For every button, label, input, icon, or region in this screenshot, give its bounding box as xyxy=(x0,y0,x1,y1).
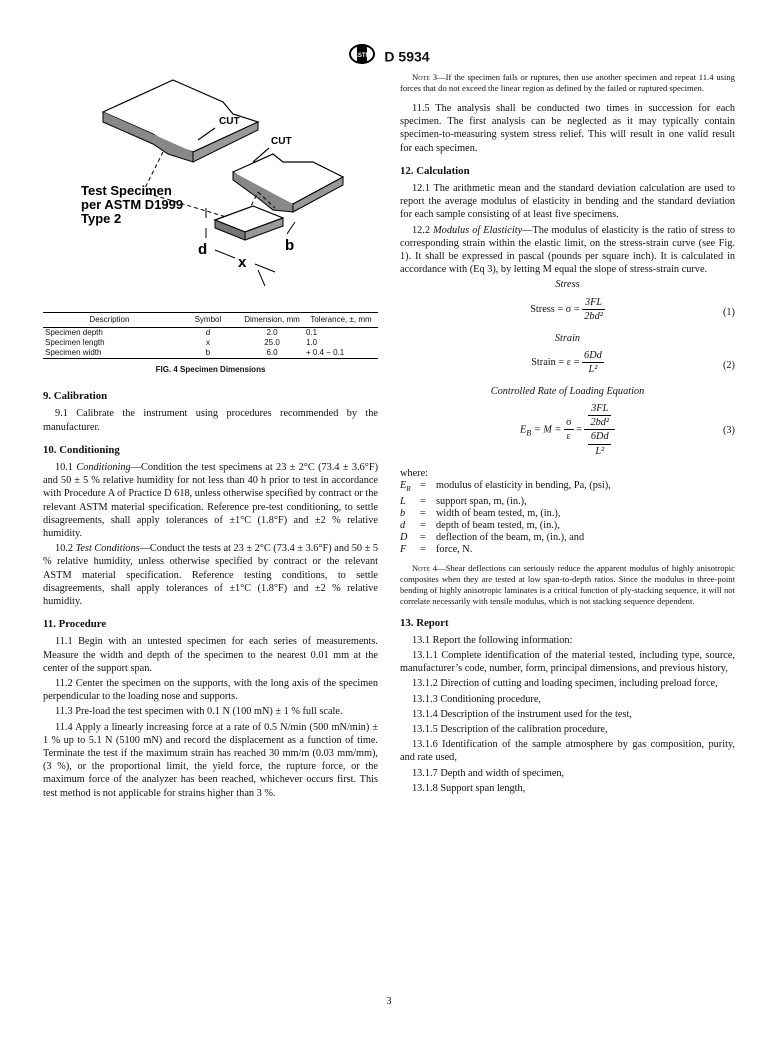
section-heading: 13. Report xyxy=(400,616,449,629)
paragraph: 11.2 Center the specimen on the supports, with the long axis of the specimen perpendicular to the loading nose and supports. xyxy=(43,678,378,703)
equation-heading: Stress xyxy=(555,279,580,291)
inner-fraction xyxy=(586,430,613,457)
where-definition: force, N. xyxy=(436,544,473,556)
specimen-label-2: per ASTM D1999 xyxy=(81,197,184,212)
where-definition: support span, m, (in.), xyxy=(436,495,527,507)
note-4 xyxy=(400,563,735,607)
astm-logo-icon xyxy=(348,43,376,70)
section-heading: 10. Conditioning xyxy=(43,443,120,456)
where-definition: depth of beam tested, m, (in.), xyxy=(436,519,560,531)
paragraph: 11.1 Begin with an untested specimen for each series of measurements. Measure the width and depth of the specimen to the nearest 0.01 mm at the center of the support span. xyxy=(43,636,378,674)
where-item: D = deflection of the beam, m, (in.), and xyxy=(400,532,585,544)
equation-lhs-subscript: B xyxy=(526,428,532,438)
paragraph: 13.1.1 Complete identification of the material tested, including type, source, manufacturer’s code, number, form, principal dimensions, and previous history, xyxy=(400,649,735,675)
section-heading: 12. Calculation xyxy=(400,164,470,177)
where-symbol: d xyxy=(400,519,406,531)
where-item: L = support span, m, (in.), xyxy=(400,495,527,507)
numerator: σ xyxy=(564,416,574,430)
where-item: d = depth of beam tested, m, (in.), xyxy=(400,519,560,531)
paragraph: 13.1.2 Direction of cutting and loading specimen, including preload force, xyxy=(412,678,718,690)
compound-fraction xyxy=(584,402,615,458)
table-header: Symbol xyxy=(176,313,240,328)
denominator: L² xyxy=(595,445,605,457)
sigma-epsilon-fraction xyxy=(564,416,574,443)
where-item: F = force, N. xyxy=(400,544,473,556)
equation-heading: Strain xyxy=(554,332,581,344)
paragraph-number: 12.2 xyxy=(412,224,434,236)
table-cell: x xyxy=(205,338,210,347)
table-cell: b xyxy=(176,348,240,359)
specimen-label-1: Test Specimen xyxy=(81,183,172,198)
note-text: —If the specimen fails or ruptures, then use another specimen and repeat 11.4 using forces that do not exceed the linear region as defined by the failed or ruptured specimen. xyxy=(400,72,735,93)
denominator: L² xyxy=(588,364,598,376)
numerator: 3FL xyxy=(582,296,605,310)
section-heading: 9. Calibration xyxy=(43,390,108,403)
specimen-figure xyxy=(43,72,378,312)
paragraph: 11.5 The analysis shall be conducted two times in succession for each specimen. The first analysis can be neglected as it may typically contain specimen-to-measuring system stress relief. This will result in one valid result for each specimen. xyxy=(400,103,735,154)
table-cell: + 0.4 − 0.1 xyxy=(304,348,378,359)
note-3 xyxy=(400,72,735,94)
paragraph: 11.4 Apply a linearly increasing force at a rate of 0.5 N/min (500 mN/min) ± 1 % up to 5.1 N (5100 mN) and record the displacement as a function of time. Terminate the test if the maximum strain has reached 30 mm/m (0.03 mm/mm), (3 %), or the proportional limit, the yield force, the rupture force, or the maximum force of the analyzer has been reached, whichever occurs first. This test method is not applicable for strains higher than 3 %. xyxy=(43,721,378,799)
where-label: where: xyxy=(400,468,429,480)
inner-fraction xyxy=(586,402,613,429)
where-list xyxy=(400,468,735,556)
note-text: —Shear deflections can seriously reduce the apparent modulus of highly anisotropic composites when they are tested at low span-to-depth ratios. Since the modulus in three-point bending of highly anisotropic laminates is a critical function of ply-stacking sequence, it will not correlate necessarily with tensile modulus, which is not stacking sequence dependent. xyxy=(400,562,735,606)
where-definition: width of beam tested, m, (in.), xyxy=(436,507,561,519)
paragraph-text: —Conduct the tests at 23 ± 2°C (73.4 ± 3.6°F) and 50 ± 5 % relative humidity, unless otherwise specified by contract or the relevant ASTM material specification. Reference testing conditions, to settle disagreements, shall apply tolerances of ±1°C (1.8°F) and ±2 % relative humidity. xyxy=(43,543,379,608)
equation-lhs: Strain = ε = xyxy=(531,356,583,368)
equation-number: (3) xyxy=(722,425,735,437)
table-row xyxy=(43,328,378,339)
paragraph xyxy=(400,224,735,277)
paragraph: 13.1.4 Description of the instrument used for the test, xyxy=(412,708,632,720)
table-cell: 0.1 xyxy=(306,328,318,337)
paragraph-text: —The modulus of elasticity is the ratio of stress to corresponding strain within the elastic limit, on the stress-strain curve (see Fig. 1). It shall be expressed in pascal (pounds per square inch). It is calculated in accordance with (Eq 3), by letting M equal the slope of stress-strain curve. xyxy=(400,224,736,276)
equation-1 xyxy=(400,296,735,326)
paragraph: 13.1.5 Description of the calibration procedure, xyxy=(412,723,608,735)
dimension-d-label: d xyxy=(198,241,208,258)
equation-number: (1) xyxy=(722,306,735,318)
where-item: $E_B$ = modulus of elasticity in bending, Pa, (psi), xyxy=(400,480,735,495)
equation-fraction xyxy=(582,349,604,376)
table-cell: 2.0 xyxy=(266,328,278,337)
dimension-table xyxy=(43,312,378,359)
paragraph-term: Test Conditions xyxy=(75,543,140,555)
table-row xyxy=(43,338,378,348)
table-header-row xyxy=(43,313,378,328)
numerator: 6Dd xyxy=(588,430,611,444)
where-symbol: b xyxy=(400,507,406,519)
equation-2 xyxy=(400,349,735,379)
table-row xyxy=(43,348,378,359)
where-symbol: L xyxy=(400,495,406,507)
numerator: 3FL xyxy=(588,402,611,416)
paragraph-term: Conditioning xyxy=(76,462,131,474)
equation-lhs-symbol: E xyxy=(519,424,527,436)
cut-label-2: CUT xyxy=(271,136,292,147)
equation-3: $E_B = M$ = $\frac{\sigma}{\varepsilon}$ = 3FL 2bd² 6Dd L² (3) xyxy=(519,403,735,457)
equation-lhs: Stress = σ = xyxy=(530,303,583,315)
left-column xyxy=(43,72,378,802)
note-label: Note 3 xyxy=(412,72,438,82)
paragraph: 13.1.6 Identification of the sample atmosphere by gas composition, purity, and rate used, xyxy=(400,739,735,764)
where-item: b = width of beam tested, m, (in.), xyxy=(400,507,561,519)
compound-numerator xyxy=(584,402,615,430)
paragraph-text: —Condition the test specimens at 23 ± 2°C (73.4 ± 3.6°F) and 50 ± 5 % relative humidity for not less than 40 h prior to test in accordance with Procedure A of Practice D 618, unless otherwise specified by contract or the relevant ASTM material specification. Reference pre-test conditioning, to settle disagreements, shall apply tolerances of ±1°C (1.8°F) and ±2 % relative humidity. xyxy=(43,462,379,540)
paragraph-number: 10.1 xyxy=(55,462,77,474)
table-cell: Specimen length xyxy=(45,338,105,347)
equation-fraction xyxy=(582,296,605,323)
logo-text: ASTM xyxy=(353,53,371,59)
paragraph: 12.1 The arithmetic mean and the standard deviation calculation are used to report the average modulus of elasticity in bending and the standard deviation for each sample consisting of at least five specimens. xyxy=(400,183,735,221)
paragraph: 13.1.7 Depth and width of specimen, xyxy=(412,767,565,779)
paragraph-term: Modulus of Elasticity xyxy=(433,224,523,236)
table-cell: 1.0 xyxy=(306,338,318,347)
where-definition: deflection of the beam, m, (in.), and xyxy=(436,532,585,544)
denominator: ε xyxy=(566,431,571,443)
paragraph: 9.1 Calibrate the instrument using procedures recommended by the manufacturer. xyxy=(43,408,378,433)
paragraph: 13.1.3 Conditioning procedure, xyxy=(412,693,541,705)
table-cell: d xyxy=(205,328,211,337)
section-heading: 11. Procedure xyxy=(43,618,107,631)
table-cell: 6.0 xyxy=(240,348,304,359)
equation-heading: Controlled Rate of Loading Equation xyxy=(490,385,645,397)
paragraph xyxy=(43,542,378,608)
compound-denominator xyxy=(584,430,615,457)
document-code: D 5934 xyxy=(384,48,430,65)
where-symbol: F xyxy=(400,544,407,556)
paragraph-number: 10.2 xyxy=(55,543,76,555)
table-cell: 25.0 xyxy=(264,338,280,347)
denominator: 2bd² xyxy=(590,417,610,429)
dimension-x-label: x xyxy=(238,254,247,271)
table-cell: Specimen depth xyxy=(45,328,103,337)
denominator: 2bd² xyxy=(584,310,603,322)
figure-caption: FIG. 4 Specimen Dimensions xyxy=(155,365,266,374)
paragraph xyxy=(43,461,378,540)
equation-number: (2) xyxy=(722,359,735,371)
where-symbol: $E_B$ xyxy=(400,480,411,494)
page-number: 3 xyxy=(386,996,392,1007)
right-column xyxy=(400,72,735,797)
dimension-b-label: b xyxy=(285,237,295,254)
paragraph: 13.1.8 Support span length, xyxy=(412,782,526,794)
specimen-label-3: Type 2 xyxy=(81,211,122,226)
paragraph: 13.1 Report the following information: xyxy=(412,634,573,646)
equation-mid: = M = xyxy=(531,424,564,436)
numerator: 6Dd xyxy=(582,349,604,363)
cut-label-1: CUT xyxy=(219,116,240,127)
where-definition: modulus of elasticity in bending, Pa, (psi), xyxy=(436,480,611,492)
where-symbol: D xyxy=(400,532,408,544)
page-header xyxy=(0,43,778,70)
table-header: Description xyxy=(43,313,176,328)
table-header: Tolerance, ±, mm xyxy=(304,313,378,328)
table-cell: Specimen width xyxy=(43,348,176,359)
note-label: Note 4 xyxy=(412,562,438,573)
table-header: Dimension, mm xyxy=(240,313,304,328)
paragraph: 11.3 Pre-load the test specimen with 0.1 N (100 mN) ± 1 % full scale. xyxy=(55,706,343,718)
